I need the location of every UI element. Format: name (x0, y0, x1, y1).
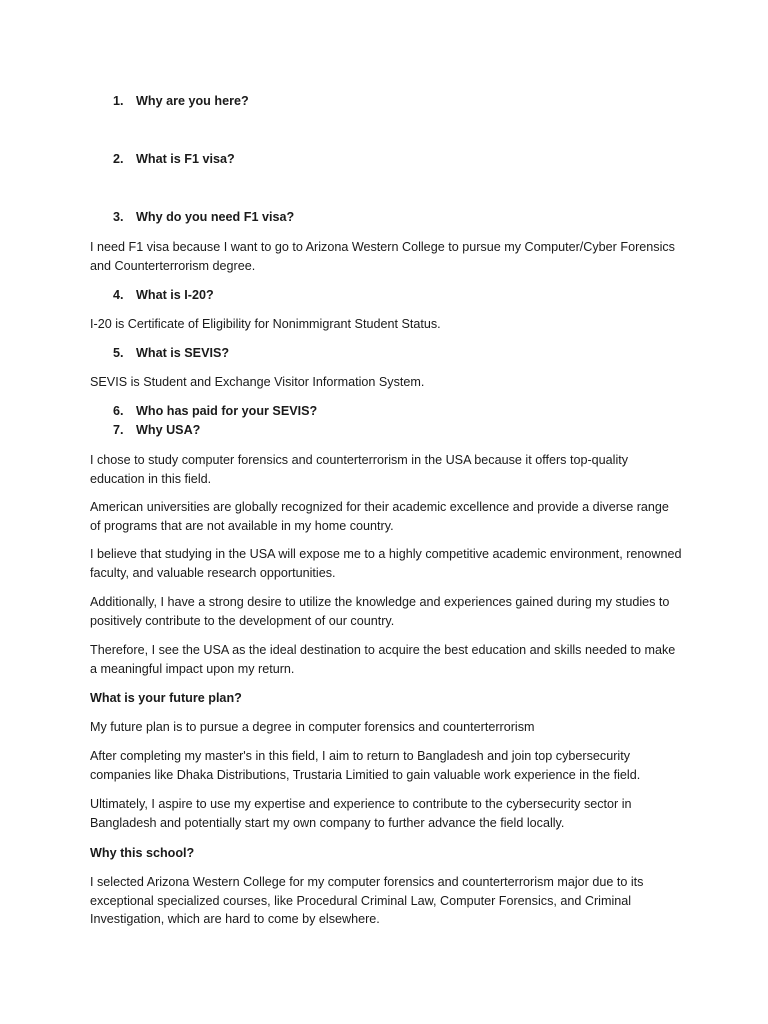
future-plan-paragraph: My future plan is to pursue a degree in computer forensics and counterterrorism (90, 720, 535, 734)
question-text: Why do you need F1 visa? (136, 210, 295, 224)
answer-7-paragraph: Additionally, I have a strong desire to utilize the knowledge and experiences gained during my studies to positively contribute to the development of our country. (90, 595, 670, 628)
question-number: 2. (113, 152, 124, 166)
question-text: What is I-20? (136, 288, 214, 302)
question-4 (113, 286, 214, 305)
answer-7-paragraph: American universities are globally recognized for their academic excellence and provide a diverse range of programs that are not available in my home country. (90, 500, 669, 533)
future-plan-heading: What is your future plan? (90, 691, 242, 705)
question-number: 6. (113, 404, 124, 418)
answer-5: SEVIS is Student and Exchange Visitor Information System. (90, 375, 425, 389)
question-text: What is SEVIS? (136, 346, 230, 360)
question-7 (113, 421, 200, 440)
question-2 (113, 150, 235, 169)
school-paragraph: I selected Arizona Western College for my computer forensics and counterterrorism major due to its exceptional specialized courses, like Procedural Criminal Law, Computer Forensics, and Criminal Investigation, which are hard to come by elsewhere. (90, 875, 644, 926)
future-plan-paragraph: After completing my master's in this field, I aim to return to Bangladesh and join top cybersecurity companies like Dhaka Distributions, Trustaria Limitied to gain valuable work experience in the field. (90, 749, 641, 782)
answer-7-paragraph: I chose to study computer forensics and counterterrorism in the USA because it offers top-quality education in this field. (90, 453, 629, 486)
answer-7-paragraph: Therefore, I see the USA as the ideal destination to acquire the best education and skills needed to make a meaningful impact upon my return. (90, 643, 676, 676)
question-text: Why are you here? (136, 94, 249, 108)
question-number: 7. (113, 423, 124, 437)
question-text: Why USA? (136, 423, 201, 437)
school-heading: Why this school? (90, 846, 195, 860)
question-1 (113, 92, 249, 111)
question-5 (113, 344, 229, 363)
question-number: 5. (113, 346, 124, 360)
answer-3: I need F1 visa because I want to go to Arizona Western College to pursue my Computer/Cyber Forensics and Counterterrorism degree. (90, 240, 675, 273)
question-text: Who has paid for your SEVIS? (136, 404, 318, 418)
answer-4: I-20 is Certificate of Eligibility for Nonimmigrant Student Status. (90, 317, 441, 331)
answer-7-paragraph: I believe that studying in the USA will expose me to a highly competitive academic environment, renowned faculty, and valuable research opportunities. (90, 547, 682, 580)
future-plan-paragraph: Ultimately, I aspire to use my expertise and experience to contribute to the cybersecurity sector in Bangladesh and potentially start my own company to further advance the field locally. (90, 797, 632, 830)
question-text: What is F1 visa? (136, 152, 235, 166)
question-number: 1. (113, 94, 124, 108)
question-number: 3. (113, 210, 124, 224)
question-3 (113, 208, 294, 227)
question-6 (113, 402, 317, 421)
question-number: 4. (113, 288, 124, 302)
